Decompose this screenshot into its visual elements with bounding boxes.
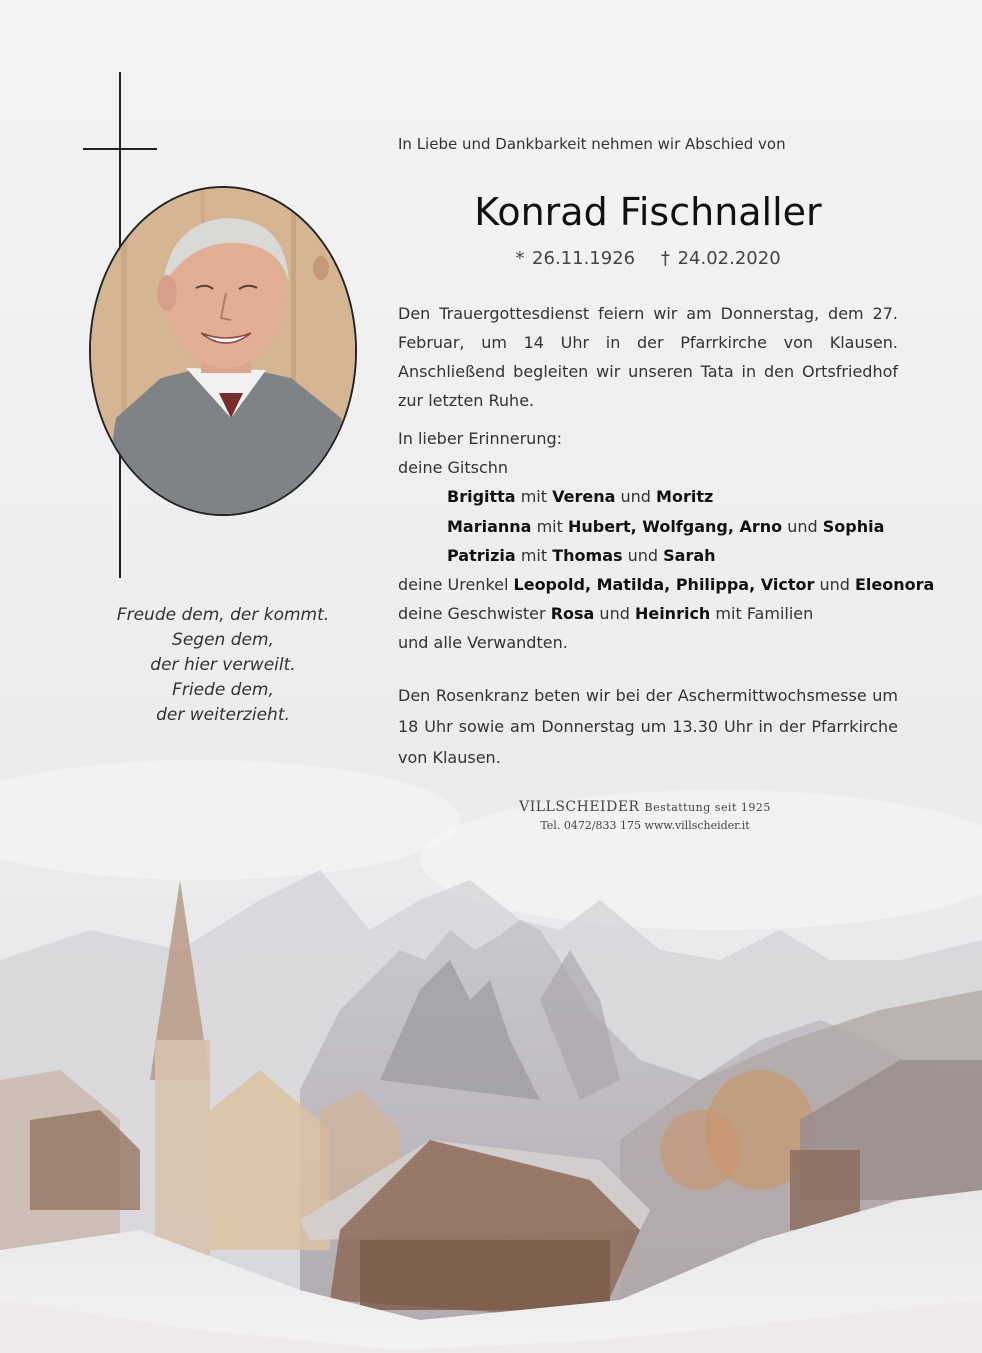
quote-line: Segen dem, [172, 630, 274, 650]
great-grandchildren-names: Leopold, Matilda, Philippa, Victor [513, 575, 815, 595]
family-line-great-grandchildren [398, 570, 934, 599]
undertaker-tagline: Bestattung seit 1925 [644, 801, 771, 814]
connector: und [620, 487, 651, 507]
quote-line: der weiterzieht. [156, 705, 290, 725]
grandchild-name: Moritz [656, 487, 714, 507]
grandchild-name: Sophia [822, 516, 885, 536]
memorial-quote [108, 603, 338, 728]
family-line-child3 [398, 541, 934, 570]
child-name: Brigitta [447, 487, 516, 507]
quote-line: Friede dem, [172, 680, 274, 700]
life-dates [398, 248, 898, 269]
connector: mit [536, 516, 563, 536]
family-list [398, 424, 934, 658]
family-closing: und alle Verwandten. [398, 633, 568, 653]
quote-line: Freude dem, der kommt. [116, 605, 330, 625]
grandchild-name: Sarah [663, 545, 716, 565]
rosary-text: Den Rosenkranz beten wir bei der Aschermittwochsmesse um 18 Uhr sowie am Donnerstag um 13.30 Uhr in der Pfarrkirche von Klausen. [398, 686, 898, 767]
great-grandchild-last: Eleonora [854, 575, 935, 595]
intro-text: In Liebe und Dankbarkeit nehmen wir Abschied von [398, 135, 786, 153]
cross-horizontal-line [83, 148, 157, 150]
undertaker-name: VILLSCHEIDER [519, 799, 640, 815]
undertaker-contact: Tel. 0472/833 175 www.villscheider.it [540, 819, 750, 832]
death-date: † 24.02.2020 [660, 248, 781, 269]
connector: mit [520, 487, 548, 507]
children-label: deine Gitschn [398, 458, 509, 478]
connector: und [627, 545, 659, 565]
grandchild-names: Hubert, Wolfgang, Arno [567, 516, 783, 536]
grandchild-names: Verena [552, 487, 616, 507]
family-line-child2 [398, 512, 934, 541]
sibling-name: Rosa [550, 604, 595, 624]
great-grandchildren-label: deine Urenkel [398, 575, 509, 595]
portrait-photo [89, 186, 357, 516]
family-heading: In lieber Erinnerung: [398, 429, 563, 448]
child-name: Marianna [447, 516, 532, 536]
family-line-child1 [398, 482, 934, 511]
sibling-name: Heinrich [634, 604, 711, 624]
deceased-name: Konrad Fischnaller [474, 190, 822, 234]
funeral-service-text: Den Trauergottesdienst feiern wir am Donnerstag, dem 27. Februar, um 14 Uhr in der Pfarrkirche von Klausen. Anschließend begleiten wir unseren Tata in den Ortsfriedhof zur letzten Ruhe. [398, 304, 898, 410]
undertaker-info [470, 799, 820, 832]
siblings-label: deine Geschwister [398, 604, 546, 624]
portrait-illustration [91, 188, 357, 516]
connector: und [787, 516, 818, 536]
birth-date: * 26.11.1926 [515, 248, 636, 269]
connector: und [599, 604, 630, 624]
quote-line: der hier verweilt. [150, 655, 296, 675]
siblings-suffix: mit Familien [715, 604, 814, 624]
grandchild-names: Thomas [552, 545, 623, 565]
undertaker-name-line [470, 799, 820, 815]
family-line-siblings [398, 599, 934, 628]
connector: und [819, 575, 850, 595]
child-name: Patrizia [447, 545, 516, 565]
connector: mit [520, 545, 548, 565]
